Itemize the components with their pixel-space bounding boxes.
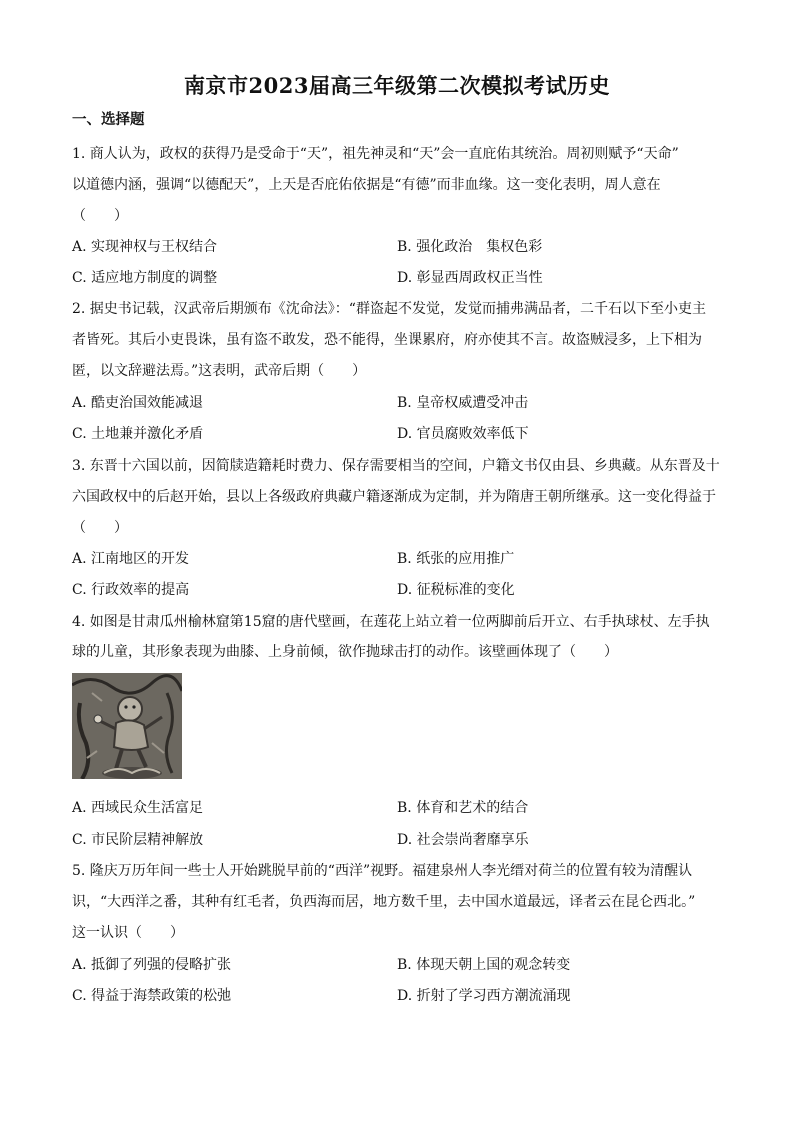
q5-option-c: C. 得益于海禁政策的松弛: [72, 988, 232, 1004]
q3-option-d: D. 征税标准的变化: [397, 582, 515, 598]
q2-option-b: B. 皇帝权威遭受冲击: [397, 395, 529, 411]
q3-line-2: 六国政权中的后赵开始，县以上各级政府典藏户籍逐渐成为定制，并为隋唐王朝所继承。这一变化得益于: [72, 489, 716, 505]
q5-line-2: 识，“大西洋之番，其种有红毛者，负西海而居，地方数千里，去中国水道最远，译者云在昆仑西北。”: [72, 894, 696, 910]
q3-option-c: C. 行政效率的提高: [72, 582, 190, 598]
q2-option-a: A. 酷吏治国效能减退: [72, 395, 204, 411]
q3-option-a: A. 江南地区的开发: [72, 551, 190, 567]
q1-option-b: B. 强化政治 集权色彩: [397, 239, 543, 255]
q1-line-2: 以道德内涵，强调“以德配天”，上天是否庇佑依据是“有德”而非血缘。这一变化表明，周人意在: [72, 177, 661, 193]
q4-option-c: C. 市民阶层精神解放: [72, 832, 204, 848]
q1-option-a: A. 实现神权与王权结合: [72, 239, 218, 255]
mural-picture: [72, 673, 182, 779]
q3-line-1: 3. 东晋十六国以前，因简牍造籍耗时费力、保存需要相当的空间，户籍文书仅由县、乡典藏。从东晋及十: [72, 458, 720, 474]
q3-option-b: B. 纸张的应用推广: [397, 551, 515, 567]
q2-line-1: 2. 据史书记载，汉武帝后期颁布《沈命法》：“群盗起不发觉，发觉而捕弗满品者，二千石以下至小吏主: [72, 301, 706, 317]
q4-option-a: A. 西域民众生活富足: [72, 800, 204, 816]
q1-option-d: D. 彰显西周政权正当性: [397, 270, 543, 286]
q4-option-d: D. 社会崇尚奢靡享乐: [397, 832, 529, 848]
q5-line-3: 这一认识（ ）: [72, 925, 184, 941]
q3-line-3: （ ）: [72, 520, 128, 536]
q4-option-b: B. 体育和艺术的结合: [397, 800, 529, 816]
q2-option-d: D. 官员腐败效率低下: [397, 426, 529, 442]
q4-line-1: 4. 如图是甘肃瓜州榆林窟第15窟的唐代壁画，在莲花上站立着一位两脚前后开立、右手执球杖、左手执: [72, 614, 710, 630]
q2-line-2: 者皆死。其后小吏畏诛，虽有盗不敢发，恐不能得，坐课累府，府亦使其不言。故盗贼浸多，上下相为: [72, 332, 702, 348]
q5-option-d: D. 折射了学习西方潮流涌现: [397, 988, 571, 1004]
section-heading: 一、选择题: [72, 112, 145, 128]
q5-option-a: A. 抵御了列强的侵略扩张: [72, 957, 232, 973]
mural-image: [72, 673, 182, 779]
q5-option-b: B. 体现天朝上国的观念转变: [397, 957, 571, 973]
q2-option-c: C. 土地兼并激化矛盾: [72, 426, 204, 442]
q1-option-c: C. 适应地方制度的调整: [72, 270, 218, 286]
q1-line-3: （ ）: [72, 208, 128, 224]
page-title: 南京市2023届高三年级第二次模拟考试历史: [184, 73, 610, 98]
q4-line-2: 球的儿童，其形象表现为曲膝、上身前倾，欲作抛球击打的动作。该壁画体现了（ ）: [72, 644, 618, 660]
q2-line-3: 匿，以文辞避法焉。”这表明，武帝后期（ ）: [72, 363, 367, 379]
q1-line-1: 1. 商人认为，政权的获得乃是受命于“天”，祖先神灵和“天”会一直庇佑其统治。周初则赋予“天命”: [72, 146, 679, 162]
q5-line-1: 5. 隆庆万历年间一些士人开始跳脱早前的“西洋”视野。福建泉州人李光缙对荷兰的位置有较为清醒认: [72, 863, 693, 879]
